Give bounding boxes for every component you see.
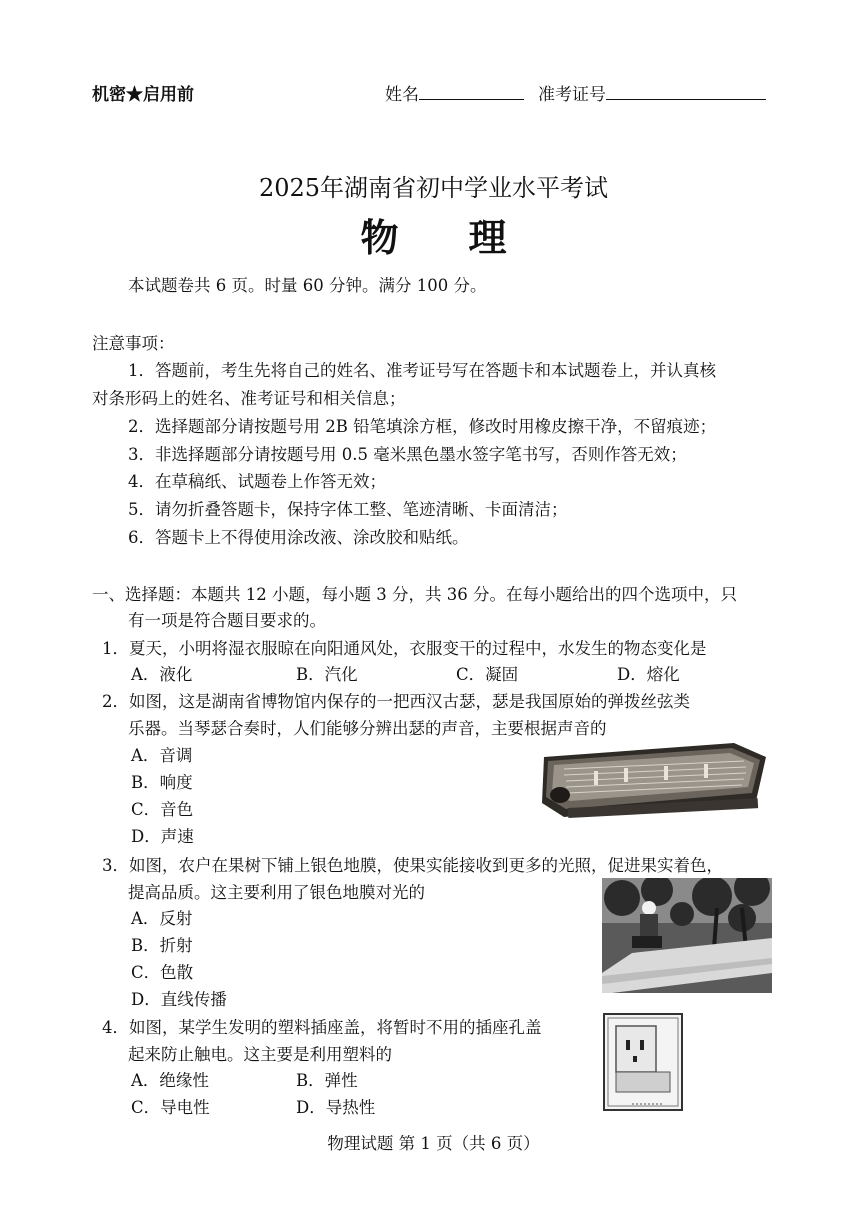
q2-option-a[interactable]: A．音调 [131, 746, 193, 765]
exam-id-blank[interactable] [606, 83, 766, 100]
q3-stem-cont: 提高品质。这主要利用了银色地膜对光的 [128, 883, 425, 902]
name-label: 姓名 [385, 85, 419, 105]
q2-option-d[interactable]: D．声速 [131, 827, 194, 846]
notes-heading: 注意事项： [92, 334, 175, 353]
note-item: 对条形码上的姓名、准考证号和相关信息； [92, 389, 406, 408]
q3-stem: 3．如图，农户在果树下铺上银色地膜，使果实能接收到更多的光照，促进果实着色， [102, 856, 723, 875]
q2-option-b[interactable]: B．响度 [131, 773, 193, 792]
exam-title: 2025年湖南省初中学业水平考试 [258, 174, 609, 202]
q3-option-b[interactable]: B．折射 [131, 936, 193, 955]
q4-option-b[interactable]: B．弹性 [296, 1071, 358, 1090]
section-heading-cont: 有一项是符合题目要求的。 [128, 611, 326, 630]
q2-option-c[interactable]: C．音色 [131, 800, 194, 819]
q4-option-d[interactable]: D．导热性 [296, 1098, 376, 1117]
q1-option-b[interactable]: B．汽化 [296, 665, 358, 684]
q1-option-a[interactable]: A．液化 [131, 665, 193, 684]
name-field[interactable] [385, 80, 524, 105]
q4-stem: 4．如图，某学生发明的塑料插座盖，将暂时不用的插座孔盖 [102, 1018, 542, 1037]
note-item: 3．非选择题部分请按题号用 0.5 毫米黑色墨水签字笔书写，否则作答无效； [128, 445, 687, 464]
socket-cover-image [602, 1012, 684, 1112]
q3-option-c[interactable]: C．色散 [131, 963, 194, 982]
q2-stem-cont: 乐器。当琴瑟合奏时，人们能够分辨出瑟的声音，主要根据声音的 [128, 719, 607, 738]
note-item: 5．请勿折叠答题卡，保持字体工整、笔迹清晰、卡面清洁； [128, 500, 568, 519]
q1-option-d[interactable]: D．熔化 [617, 665, 680, 684]
note-item: 4．在草稿纸、试题卷上作答无效； [128, 472, 386, 491]
exam-id-field[interactable] [538, 80, 766, 105]
q3-option-d[interactable]: D．直线传播 [131, 990, 227, 1009]
q1-stem: 1．夏天，小明将湿衣服晾在向阳通风处，衣服变干的过程中，水发生的物态变化是 [102, 639, 707, 658]
note-item: 2．选择题部分请按题号用 2B 铅笔填涂方框，修改时用橡皮擦干净，不留痕迹； [128, 417, 717, 436]
page-footer: 物理试题 第 1 页（共 6 页） [327, 1134, 540, 1153]
note-item: 1．答题前，考生先将自己的姓名、准考证号写在答题卡和本试题卷上，并认真核 [128, 361, 716, 380]
q1-option-c[interactable]: C．凝固 [456, 665, 519, 684]
section-heading: 一、选择题：本题共 12 小题，每小题 3 分，共 36 分。在每小题给出的四个选项中，只 [92, 585, 737, 604]
q4-stem-cont: 起来防止触电。这主要是利用塑料的 [128, 1045, 392, 1064]
q3-option-a[interactable]: A．反射 [131, 909, 193, 928]
orchard-film-image [602, 878, 772, 993]
confidential-label: 机密★启用前 [92, 85, 194, 105]
exam-id-label: 准考证号 [538, 85, 606, 105]
q4-option-c[interactable]: C．导电性 [131, 1098, 210, 1117]
intro-text: 本试题卷共 6 页。时量 60 分钟。满分 100 分。 [128, 276, 487, 295]
q4-option-a[interactable]: A．绝缘性 [131, 1071, 209, 1090]
note-item: 6．答题卡上不得使用涂改液、涂改胶和贴纸。 [128, 528, 469, 547]
subject-title: 物理 [360, 215, 577, 260]
q2-stem: 2．如图，这是湖南省博物馆内保存的一把西汉古瑟，瑟是我国原始的弹拨丝弦类 [102, 692, 690, 711]
zither-image [534, 735, 774, 825]
name-blank[interactable] [419, 83, 524, 100]
